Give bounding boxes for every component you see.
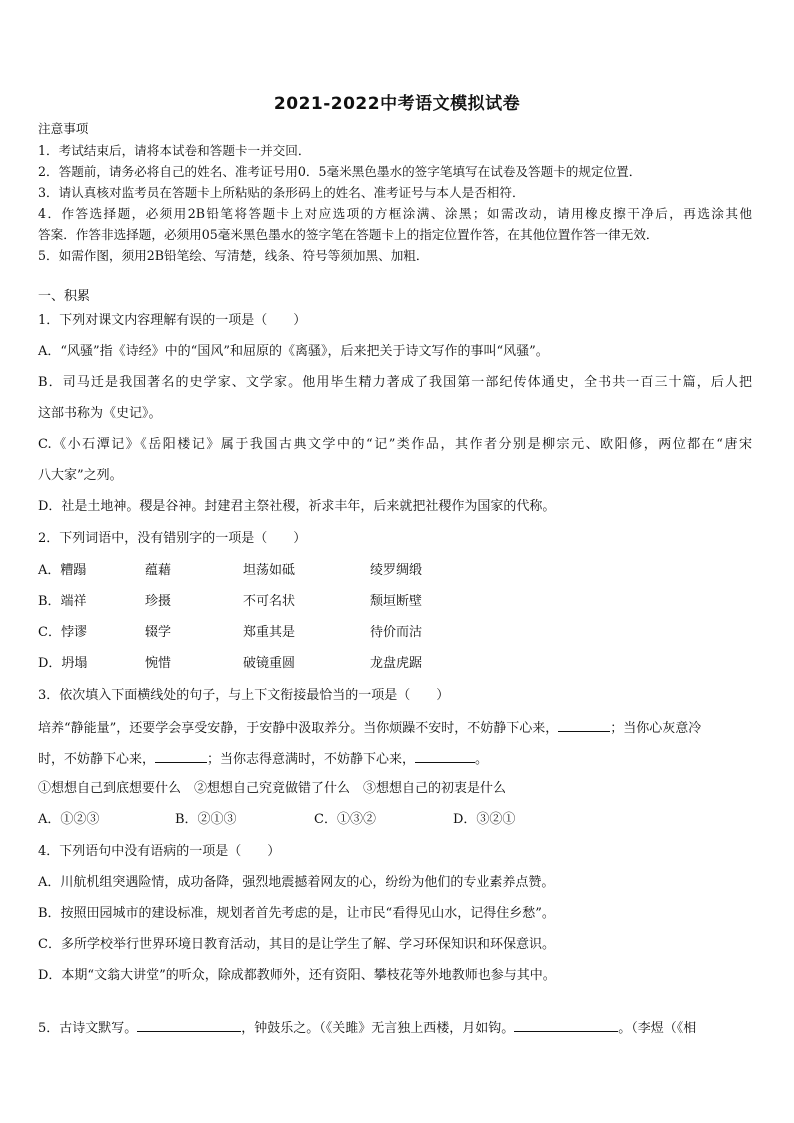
word-option: D．坍塌 xyxy=(38,656,88,671)
word-option: A．糟蹋 xyxy=(38,563,87,578)
word-option: 待价而沽 xyxy=(370,625,423,640)
option-line: C.《小石潭记》《岳阳楼记》属于我国古典文学中的“记”类作品，其作者分别是柳宗元、欧阳修，两位都在“唐宋 xyxy=(38,437,752,452)
notice-heading: 注意事项 xyxy=(38,121,89,136)
answer-blank[interactable] xyxy=(155,750,207,763)
word-option: B．端祥 xyxy=(38,594,87,609)
question-stem: 3．依次填入下面横线处的句子，与上下文衔接最恰当的一项是（ ） xyxy=(38,688,450,703)
word-option: 坦荡如砥 xyxy=(243,563,296,578)
answer-blank[interactable] xyxy=(415,750,475,763)
option-line: 这部书称为《史记》。 xyxy=(38,406,162,421)
answer-option: A．①②③ xyxy=(38,812,100,827)
notice-line: 答案．作答非选择题，必须用05毫米黑色墨水的签字笔在答题卡上的指定位置作答，在其他位置作答一律无效． xyxy=(38,227,659,242)
page-title: 2021-2022中考语文模拟试卷 xyxy=(273,94,521,114)
answer-option: B．②①③ xyxy=(175,812,237,827)
section-heading: 一、积累 xyxy=(38,289,91,304)
notice-line: 1．考试结束后，请将本试卷和答题卡一并交回． xyxy=(38,143,311,158)
option-line: B．司马迁是我国著名的史学家、文学家。他用毕生精力著成了我国第一部纪传体通史，全书共一百三十篇，后人把 xyxy=(38,375,752,390)
word-option: 破镜重圆 xyxy=(243,656,296,671)
notice-line: 4．作答选择题，必须用2B铅笔将答题卡上对应选项的方框涂满、涂黑；如需改动，请用橡皮擦干净后，再选涂其他 xyxy=(38,206,752,221)
word-option: C．悖谬 xyxy=(38,625,87,640)
passage-text: 培养“静能量”，还要学会享受安静，于安静中汲取养分。当你烦躁不安时，不妨静下心来， xyxy=(38,721,559,736)
option-line: D．社是土地神。稷是谷神。封建君主祭社稷，祈求丰年，后来就把社稷作为国家的代称。 xyxy=(38,499,556,514)
question-stem: 4．下列语句中没有语病的一项是（ ） xyxy=(38,844,281,859)
question-stem: 1．下列对课文内容理解有误的一项是（ ） xyxy=(38,313,307,328)
word-option: 龙盘虎踞 xyxy=(370,656,423,671)
question-text: 。（李煜（《相 xyxy=(618,1021,697,1036)
notice-line: 3．请认真核对监考员在答题卡上所粘贴的条形码上的姓名、准考证号与本人是否相符． xyxy=(38,185,525,200)
word-option: 珍摄 xyxy=(145,594,172,609)
word-option: 蕴藉 xyxy=(145,563,172,578)
sentence-choices: ①想想自己到底想要什么 ②想想自己究竟做错了什么 ③想想自己的初衷是什么 xyxy=(38,781,507,796)
option-line: A．“风骚”指《诗经》中的“国风”和屈原的《离骚》，后来把关于诗文写作的事叫“风骚”。 xyxy=(38,344,549,359)
option-line: 八大家”之列。 xyxy=(38,468,123,483)
passage-text: 。 xyxy=(475,752,489,767)
option-line: C．多所学校举行世界环境日教育活动，其目的是让学生了解、学习环保知识和环保意识。 xyxy=(38,937,555,952)
word-option: 辍学 xyxy=(145,625,172,640)
answer-option: C．①③② xyxy=(314,812,376,827)
question-line xyxy=(38,1019,696,1037)
passage-line xyxy=(38,750,488,768)
question-stem: 2．下列词语中，没有错别字的一项是（ ） xyxy=(38,531,307,546)
passage-text: ；当你志得意满时，不妨静下心来， xyxy=(207,752,416,767)
question-text: ，钟鼓乐之。（《关雎》无言独上西楼，月如钩。 xyxy=(241,1021,515,1036)
notice-line: 5．如需作图，须用2B铅笔绘、写清楚，线条、符号等须加黑、加粗． xyxy=(38,248,429,263)
answer-blank[interactable] xyxy=(514,1019,618,1032)
word-option: 不可名状 xyxy=(243,594,296,609)
passage-text: ；当你心灰意冷 xyxy=(610,721,702,736)
notice-line: 2．答题前，请务必将自己的姓名、准考证号用0．5毫米黑色墨水的签字笔填写在试卷及答题卡的规定位置． xyxy=(38,164,642,179)
passage-line xyxy=(38,719,701,737)
word-option: 郑重其是 xyxy=(243,625,296,640)
word-option: 惋惜 xyxy=(145,656,172,671)
option-line: D．本期“文翁大讲堂”的听众，除成都教师外，还有资阳、攀枝花等外地教师也参与其中。 xyxy=(38,968,556,983)
answer-blank[interactable] xyxy=(137,1019,241,1032)
answer-blank[interactable] xyxy=(558,719,610,732)
option-line: A．川航机组突遇险情，成功备降，强烈地震撼着网友的心，纷纷为他们的专业素养点赞。 xyxy=(38,875,555,890)
word-option: 绫罗绸缎 xyxy=(370,563,423,578)
option-line: B．按照田园城市的建设标准，规划者首先考虑的是，让市民“看得见山水，记得住乡愁”。 xyxy=(38,906,555,921)
word-option: 颓垣断壁 xyxy=(370,594,423,609)
passage-text: 时，不妨静下心来， xyxy=(38,752,156,767)
question-text: 5．古诗文默写。 xyxy=(38,1021,138,1036)
answer-option: D．③②① xyxy=(453,812,516,827)
